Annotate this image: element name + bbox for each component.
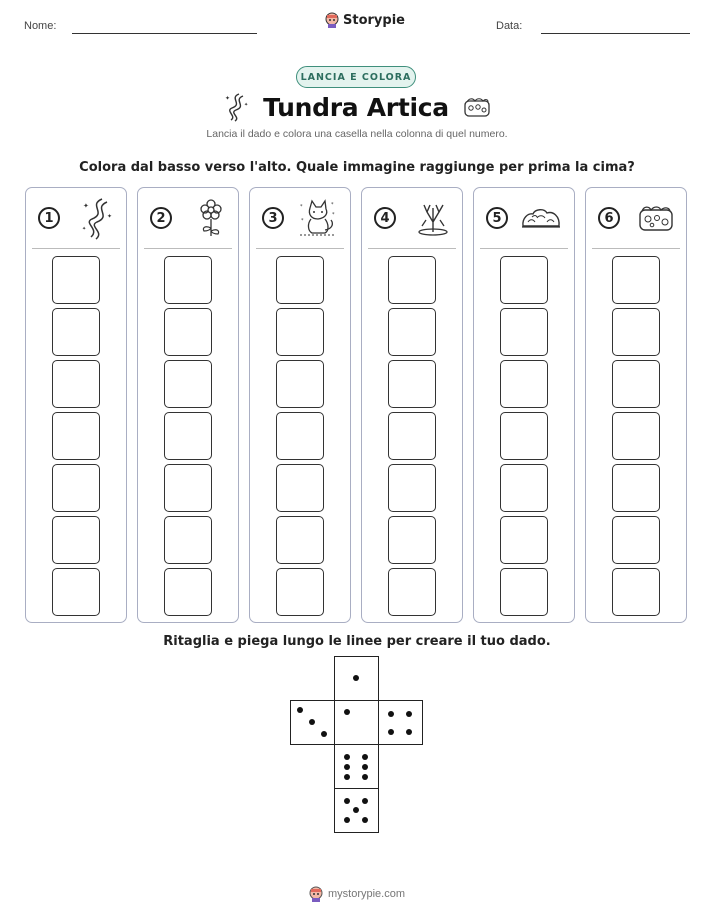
color-cell[interactable] <box>500 568 548 616</box>
color-cell[interactable] <box>164 360 212 408</box>
column-number: 1 <box>38 207 60 229</box>
brand-name: Storypie <box>343 12 405 28</box>
pip <box>388 711 394 717</box>
color-cell[interactable] <box>164 516 212 564</box>
column-header <box>592 188 680 249</box>
color-cell[interactable] <box>164 568 212 616</box>
svg-text:✦: ✦ <box>225 95 231 102</box>
column-number: 6 <box>598 207 620 229</box>
activity-badge: LANCIA E COLORA <box>296 66 416 88</box>
die-face-bottom[interactable] <box>334 744 379 789</box>
color-cell[interactable] <box>276 308 324 356</box>
storypie-mascot-icon <box>309 886 323 902</box>
flower-icon <box>196 198 226 238</box>
column-header <box>144 188 232 249</box>
color-cell[interactable] <box>164 412 212 460</box>
column-header <box>32 188 120 249</box>
color-cell[interactable] <box>52 516 100 564</box>
pip <box>309 719 315 725</box>
color-cell[interactable] <box>164 464 212 512</box>
pip <box>344 774 350 780</box>
die-face-top[interactable] <box>334 656 379 701</box>
svg-text:*: * <box>301 218 304 224</box>
die-face-right[interactable] <box>378 700 423 745</box>
color-cell[interactable] <box>52 412 100 460</box>
svg-text:*: * <box>331 202 334 208</box>
color-cell[interactable] <box>52 464 100 512</box>
pip <box>297 707 303 713</box>
color-cell[interactable] <box>164 308 212 356</box>
pip <box>344 754 350 760</box>
color-cell[interactable] <box>500 256 548 304</box>
aurora-icon <box>80 196 114 240</box>
footer-url[interactable]: mystorypie.com <box>327 888 406 900</box>
color-cell[interactable] <box>276 360 324 408</box>
pip <box>344 764 350 770</box>
cut-instruction: Ritaglia e piega lungo le linee per creare il tuo dado. <box>163 634 551 649</box>
brand-logo <box>325 12 405 28</box>
color-cell[interactable] <box>612 464 660 512</box>
color-cell[interactable] <box>388 360 436 408</box>
color-cell[interactable] <box>612 568 660 616</box>
pip <box>362 754 368 760</box>
svg-text:*: * <box>300 204 303 210</box>
color-cell[interactable] <box>276 412 324 460</box>
pip <box>406 729 412 735</box>
race-columns <box>25 187 689 623</box>
color-cell[interactable] <box>612 256 660 304</box>
color-cell[interactable] <box>276 516 324 564</box>
color-cell[interactable] <box>276 256 324 304</box>
pip <box>321 731 327 737</box>
pip <box>362 817 368 823</box>
pip <box>344 798 350 804</box>
instruction-text: Colora dal basso verso l'alto. Quale immagine raggiunge per prima la cima? <box>79 160 635 175</box>
pip <box>344 709 350 715</box>
cell-stack <box>388 256 436 616</box>
svg-text:✦: ✦ <box>107 213 113 220</box>
moss-icon <box>520 204 562 232</box>
color-cell[interactable] <box>500 412 548 460</box>
cell-stack <box>612 256 660 616</box>
aurora-icon <box>223 92 249 122</box>
die-face-back[interactable] <box>334 788 379 833</box>
color-cell[interactable] <box>52 256 100 304</box>
color-cell[interactable] <box>388 308 436 356</box>
column-number: 3 <box>262 207 284 229</box>
date-line[interactable] <box>541 33 690 34</box>
column-number: 5 <box>486 207 508 229</box>
storypie-mascot-icon <box>325 12 339 28</box>
name-line[interactable] <box>72 33 257 34</box>
color-cell[interactable] <box>612 308 660 356</box>
lichen-rock-icon <box>463 96 491 118</box>
arctic-fox-icon <box>298 198 338 238</box>
color-cell[interactable] <box>276 464 324 512</box>
coral-shrub-icon <box>416 200 450 236</box>
column-header <box>480 188 568 249</box>
color-cell[interactable] <box>612 412 660 460</box>
lichen-rock-icon <box>638 204 674 232</box>
color-cell[interactable] <box>388 568 436 616</box>
svg-text:*: * <box>332 212 335 218</box>
column-number: 4 <box>374 207 396 229</box>
column-4 <box>361 187 463 623</box>
color-cell[interactable] <box>52 360 100 408</box>
pip <box>388 729 394 735</box>
date-label: Data: <box>496 20 523 32</box>
color-cell[interactable] <box>612 360 660 408</box>
column-2 <box>137 187 239 623</box>
color-cell[interactable] <box>276 568 324 616</box>
cell-stack <box>52 256 100 616</box>
svg-text:✦: ✦ <box>244 102 249 108</box>
color-cell[interactable] <box>500 464 548 512</box>
column-3 <box>249 187 351 623</box>
color-cell[interactable] <box>388 516 436 564</box>
footer <box>0 886 714 902</box>
pip <box>362 764 368 770</box>
page-subtitle: Lancia il dado e colora una casella nella colonna di quel numero. <box>206 128 508 140</box>
column-1 <box>25 187 127 623</box>
color-cell[interactable] <box>164 256 212 304</box>
pip <box>344 817 350 823</box>
column-header <box>256 188 344 249</box>
color-cell[interactable] <box>388 412 436 460</box>
cell-stack <box>276 256 324 616</box>
page-title: Tundra Artica <box>263 92 449 122</box>
svg-text:✦: ✦ <box>82 226 87 232</box>
color-cell[interactable] <box>52 568 100 616</box>
die-face-left[interactable] <box>290 700 335 745</box>
svg-text:✦: ✦ <box>83 202 89 210</box>
color-cell[interactable] <box>500 516 548 564</box>
color-cell[interactable] <box>500 308 548 356</box>
column-6 <box>585 187 687 623</box>
column-5 <box>473 187 575 623</box>
color-cell[interactable] <box>500 360 548 408</box>
title-row <box>0 92 714 122</box>
pip <box>353 675 359 681</box>
pip <box>406 711 412 717</box>
color-cell[interactable] <box>52 308 100 356</box>
column-number: 2 <box>150 207 172 229</box>
die-face-center[interactable] <box>334 700 379 745</box>
cell-stack <box>500 256 548 616</box>
cell-stack <box>164 256 212 616</box>
color-cell[interactable] <box>612 516 660 564</box>
pip <box>353 807 359 813</box>
pip <box>362 798 368 804</box>
color-cell[interactable] <box>388 256 436 304</box>
column-header <box>368 188 456 249</box>
color-cell[interactable] <box>388 464 436 512</box>
name-label: Nome: <box>24 20 57 32</box>
pip <box>362 774 368 780</box>
